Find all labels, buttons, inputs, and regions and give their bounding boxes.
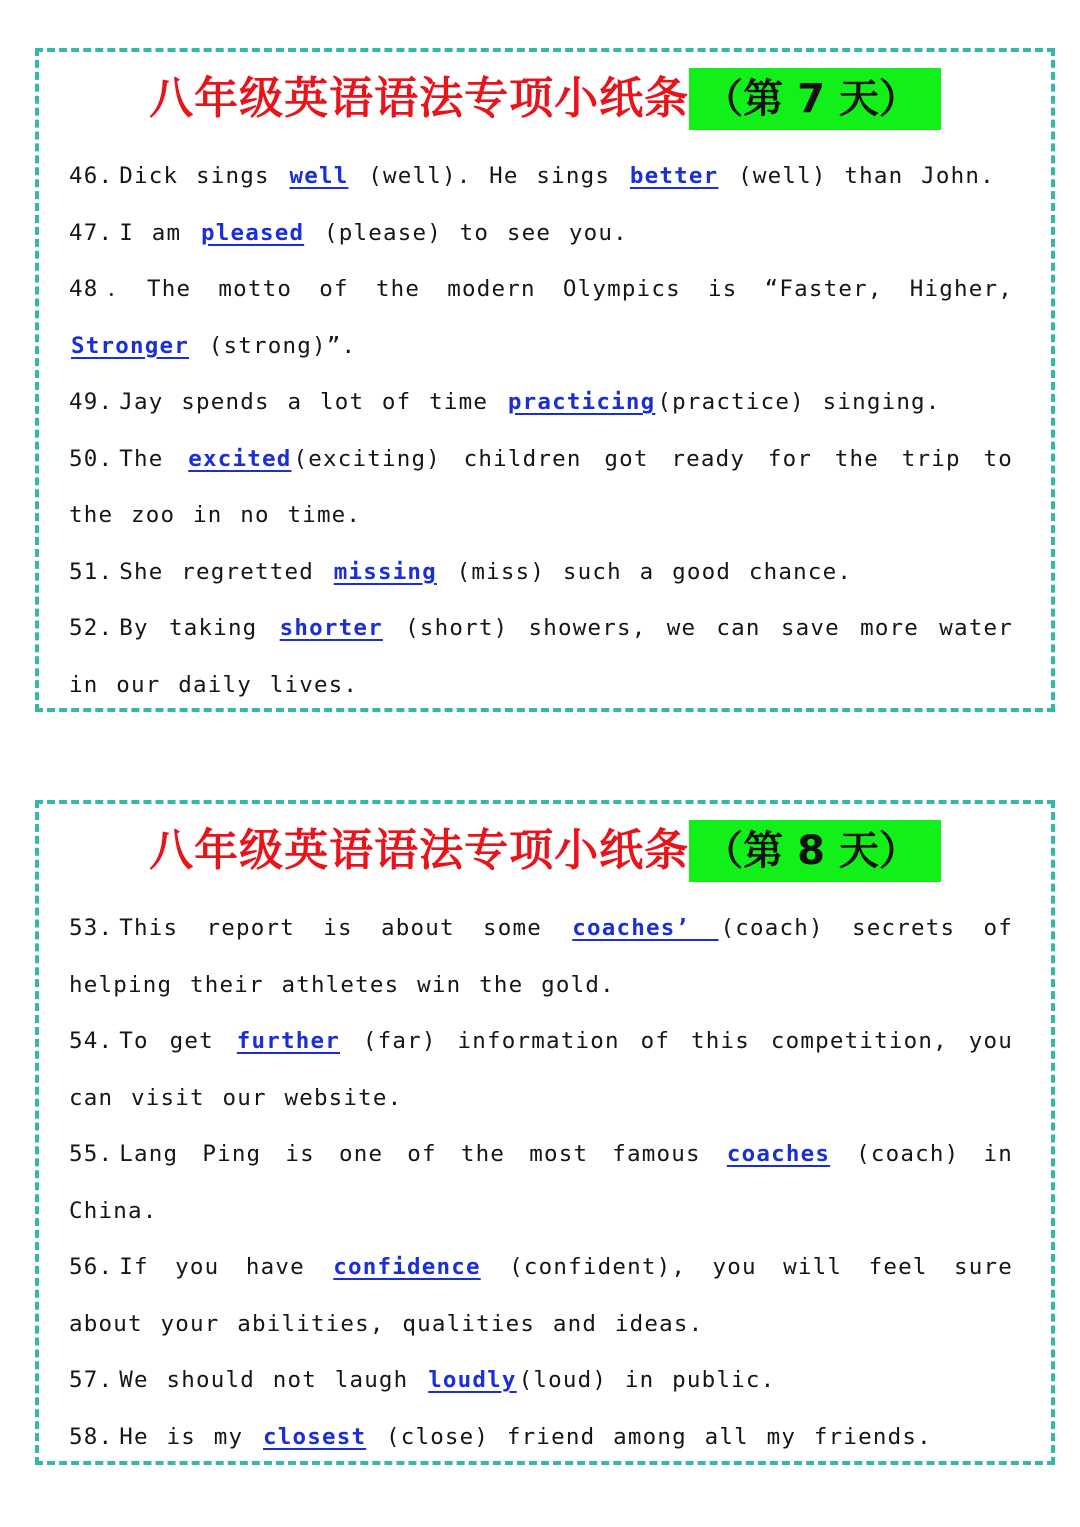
sentence-text: I am [119,219,199,246]
answer-word: closest [262,1423,367,1450]
sentence-text: Lang Ping is one of the most famous [119,1141,725,1167]
answer-word: shorter [279,615,383,641]
sentence-text: (well). He sings [350,163,628,189]
sentence-text: We should not laugh [119,1367,427,1393]
exercise-item [69,1352,1013,1409]
worksheet-card-day-8 [35,800,1055,1465]
sentence-text: (practice) singing. [657,389,941,415]
sentence-text: Dick sings [119,163,288,189]
sentence-text: (confident), you will feel sure about your abilities, qualities and ideas. [69,1254,1013,1337]
answer-word: excited [188,445,292,472]
sentence-text: This report is about some [119,915,571,941]
exercise-number: 58. [69,1423,114,1450]
exercise-number: 48． [69,276,141,302]
sentence-text: (strong)”. [190,332,357,359]
exercise-number: 54. [69,1028,114,1054]
exercise-number: 47. [69,219,114,246]
exercise-number: 49. [69,389,114,415]
exercise-number: 51. [69,558,114,585]
sentence-text: The motto of the modern Olympics is “Faster, Higher, [147,276,1013,302]
sentence-text: (short) showers, we can save more water in our daily lives. [69,615,1013,698]
exercise-number: 52. [69,615,114,641]
exercise-item [69,600,1013,713]
sentence-text: Jay spends a lot of time [119,389,506,415]
sentence-text: By taking [119,615,278,641]
sentence-text: (far) information of this competition, you can visit our website. [69,1028,1013,1111]
exercise-list [69,148,1013,713]
title-text: 八年级英语语法专项小纸条 [149,73,690,124]
sentence-text: If you have [119,1254,332,1280]
exercise-item [69,1126,1013,1239]
sentence-text: The [119,445,187,472]
answer-word: well [289,163,349,189]
exercise-number: 55. [69,1141,114,1167]
sentence-text: (loud) in public. [518,1367,776,1393]
exercise-item [69,261,1013,374]
day-label: （第 8 天） [689,820,941,882]
exercise-item [69,900,1013,1013]
exercise-number: 46. [69,163,114,189]
sentence-text: (coach) in China. [69,1141,1013,1224]
sentence-text: (close) friend among all my friends. [368,1423,932,1450]
answer-word: coaches’ [572,915,719,941]
sentence-text: (please) to see you. [306,219,628,246]
answer-word: confidence [333,1254,481,1280]
exercise-item [69,148,1013,205]
sentence-text: (well) than John. [720,163,995,189]
sentence-text: (exciting) children got ready for the trip to the zoo in no time. [69,445,1013,528]
exercise-item [69,1409,1013,1466]
answer-word: missing [333,558,437,585]
answer-word: further [236,1028,341,1054]
worksheet-card-day-7 [35,48,1055,712]
sentence-text: To get [119,1028,235,1054]
exercise-item [69,1239,1013,1352]
title-text: 八年级英语语法专项小纸条 [149,825,690,876]
answer-word: loudly [428,1367,517,1393]
exercise-item [69,374,1013,431]
sentence-text: She regretted [119,558,332,585]
exercise-item [69,205,1013,262]
answer-word: practicing [507,389,656,415]
exercise-item [69,544,1013,601]
day-label: （第 7 天） [689,68,941,130]
exercise-number: 57. [69,1367,114,1393]
exercise-item [69,431,1013,544]
answer-word: coaches [726,1141,831,1167]
answer-word: pleased [200,219,305,246]
card-title [39,820,1051,882]
answer-word: better [629,163,719,189]
sentence-text: (coach) secrets of helping their athletes win the gold. [69,915,1014,998]
card-title [39,68,1051,130]
exercise-number: 53. [69,915,114,941]
exercise-number: 56. [69,1254,114,1280]
exercise-item [69,1013,1013,1126]
answer-word: Stronger [71,332,189,359]
sentence-text: (miss) such a good chance. [438,558,853,585]
sentence-text: He is my [119,1423,261,1450]
exercise-list [69,900,1013,1465]
exercise-number: 50. [69,445,114,472]
